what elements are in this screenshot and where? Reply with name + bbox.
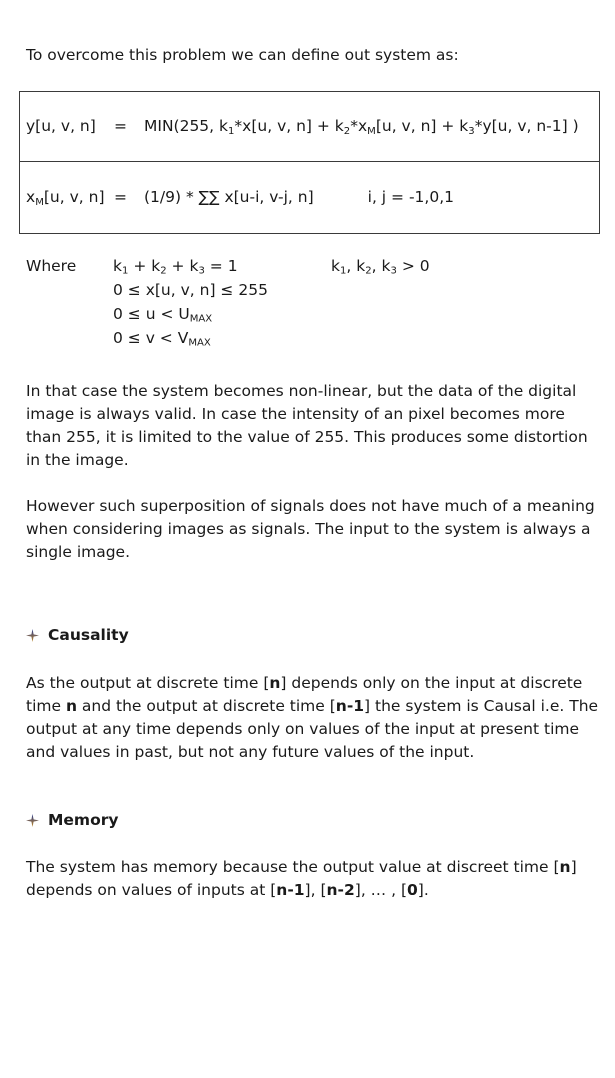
text-run: ] depends only on the input at discrete time: [26, 674, 583, 715]
bold-term: n: [65, 697, 77, 715]
rhs-part: MIN(255, k: [144, 116, 229, 135]
mean-lhs: [26, 188, 114, 208]
subscript: MAX: [188, 337, 211, 349]
equals-sign: =: [114, 187, 127, 206]
cond-text: , k: [371, 257, 391, 275]
bold-term: n-2: [326, 881, 355, 899]
index-range: i, j = -1,0,1: [367, 187, 454, 206]
subscript: 1: [228, 125, 235, 137]
text-run: ] the system is Causal i.e. The output at any time depends only on values of the input at present time and values in past, but not any future values of the input.: [26, 697, 599, 761]
causality-heading-text: Causality: [48, 626, 129, 644]
bold-term: 0: [407, 881, 418, 899]
cond-text: 0 ≤ v < V: [113, 329, 189, 347]
text-run: ], [: [304, 881, 327, 899]
subscript: 2: [343, 125, 351, 137]
memory-heading: [26, 811, 118, 829]
condition-positive: [331, 257, 430, 277]
where-label: Where: [26, 257, 77, 275]
subscript: 2: [160, 265, 167, 277]
condition-v-range: [113, 329, 211, 349]
paragraph-nonlinear: In that case the system becomes non-linear, but the data of the digital image is always valid. In case the intensity of an pixel becomes more than 255, it is limited to the value of 255. This produces some distortion in the image.: [26, 382, 588, 469]
text-run: ].: [417, 881, 429, 899]
condition-sum: [113, 257, 238, 277]
equation-cell: [20, 92, 600, 162]
equation-row-output: [20, 92, 600, 162]
bold-term: n-1: [335, 697, 365, 715]
mean-rhs: (1/9) * ∑∑ x[u-i, v-j, n]: [144, 187, 314, 206]
text-run: The system has memory because the output value at discreet time [: [26, 858, 560, 876]
subscript: 1: [339, 265, 347, 277]
text-run: ] depends on values of inputs at [: [26, 858, 577, 899]
text-run: and the output at discrete time [: [77, 697, 336, 715]
subscript: 2: [365, 265, 372, 277]
cond-text: , k: [346, 257, 366, 275]
output-equation: [26, 117, 579, 137]
subscript: 3: [198, 265, 205, 277]
memory-heading-text: Memory: [48, 811, 119, 829]
bold-term: n: [269, 674, 281, 692]
equals-sign: =: [114, 116, 127, 135]
cond-text: = 1: [204, 257, 238, 275]
condition-x-range: 0 ≤ x[u, v, n] ≤ 255: [113, 281, 268, 299]
paragraph-causality: [26, 672, 601, 764]
cond-text: k: [113, 257, 122, 275]
text-run: ], … , [: [354, 881, 407, 899]
output-rhs: [144, 117, 579, 135]
rhs-part: *y[u, v, n-1] ): [474, 116, 579, 135]
intro-text: To overcome this problem we can define out system as:: [26, 46, 459, 64]
rhs-part: *x: [350, 116, 368, 135]
subscript: 1: [121, 265, 129, 277]
subscript: 3: [468, 125, 475, 137]
cond-text: 0 ≤ u < U: [113, 305, 190, 323]
equation-row-mean: [20, 162, 600, 234]
cond-text: + k: [166, 257, 199, 275]
cond-text: k: [331, 257, 340, 275]
lhs-args: [u, v, n]: [43, 187, 105, 206]
lhs-var: x: [26, 187, 36, 206]
text-run: As the output at discrete time [: [26, 674, 270, 692]
equation-table: [19, 91, 600, 234]
output-lhs: y[u, v, n]: [26, 116, 96, 135]
rhs-part: *x[u, v, n] + k: [234, 116, 344, 135]
cond-text: > 0: [396, 257, 430, 275]
subscript: M: [35, 196, 44, 208]
paragraph-superposition: However such superposition of signals does not have much of a meaning when considering images as signals. The input to the system is always a single image.: [26, 497, 595, 561]
subscript: MAX: [189, 313, 213, 325]
rhs-part: [u, v, n] + k: [375, 116, 469, 135]
subscript: M: [367, 125, 376, 137]
causality-heading: [26, 626, 129, 644]
equation-cell: [20, 162, 600, 234]
bold-term: n-1: [276, 881, 305, 899]
paragraph-memory: [26, 856, 601, 902]
sparkle-bullet-icon: [26, 814, 39, 827]
sparkle-bullet-icon: [26, 629, 39, 642]
bold-term: n: [559, 858, 571, 876]
subscript: 3: [390, 265, 397, 277]
cond-text: + k: [128, 257, 161, 275]
mean-equation: [26, 188, 454, 208]
condition-u-range: [113, 305, 212, 325]
